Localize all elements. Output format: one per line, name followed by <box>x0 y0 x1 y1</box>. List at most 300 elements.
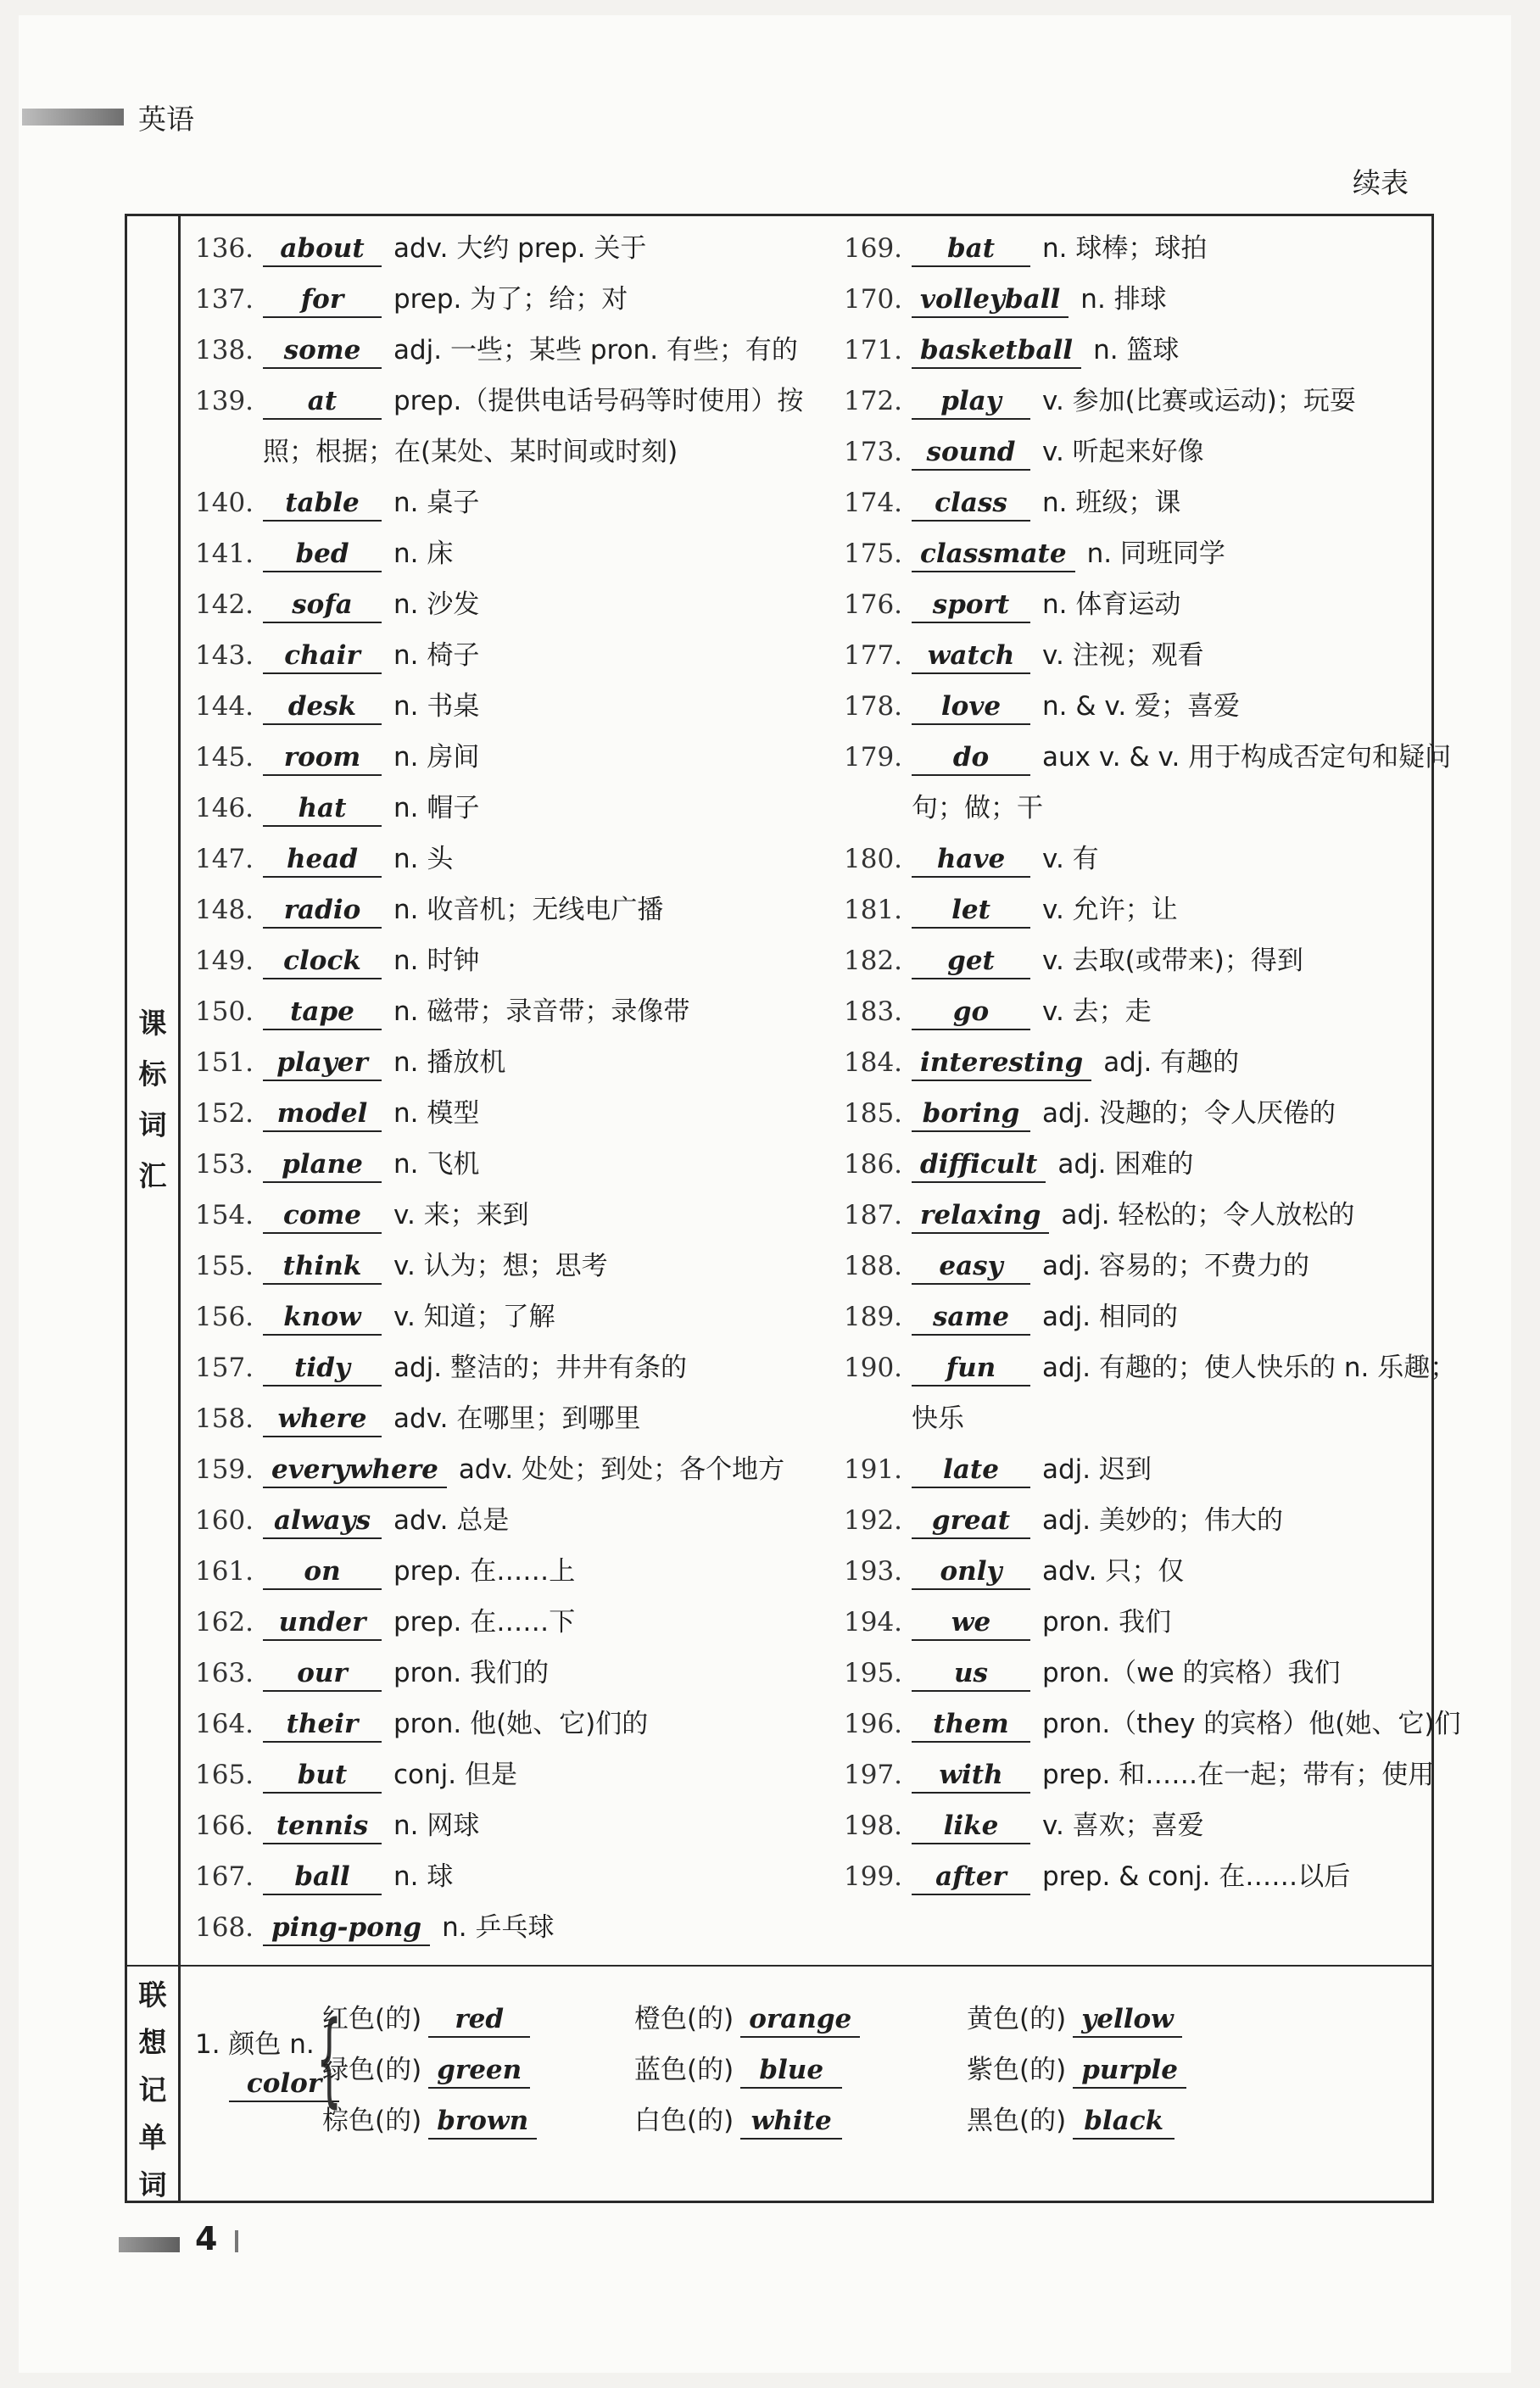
answer-blank: them <box>912 1707 1030 1743</box>
answer-blank: watch <box>912 639 1030 674</box>
entry-number: 162. <box>195 1607 254 1638</box>
color-label: 橙色(的) <box>634 2004 734 2034</box>
answer-blank: radio <box>263 893 382 929</box>
vocab-entry <box>844 223 1429 274</box>
answer-blank: do <box>912 740 1030 776</box>
entry-number: 170. <box>844 284 903 315</box>
color-answer: brown <box>428 2104 537 2140</box>
answer-blank: know <box>263 1300 382 1336</box>
definition: n. 班级；课 <box>1042 488 1181 518</box>
vocab-entry <box>844 1037 1429 1088</box>
color-label: 绿色(的) <box>322 2055 422 2085</box>
answer-blank: we <box>912 1605 1030 1641</box>
definition: prep. 为了；给；对 <box>393 284 628 315</box>
definition: adj. 相同的 <box>1042 1302 1178 1332</box>
assoc-heading-answer: color <box>229 2067 339 2102</box>
association-block <box>195 1972 1416 2192</box>
color-answer: red <box>428 2002 530 2038</box>
definition: v. 有 <box>1042 844 1099 874</box>
entry-number: 147. <box>195 844 254 874</box>
definition: n. 头 <box>393 844 454 874</box>
vocab-entry <box>195 630 823 681</box>
definition: adv. 只；仅 <box>1042 1556 1185 1587</box>
definition: n. 飞机 <box>393 1149 480 1180</box>
vocab-entry <box>195 1851 823 1902</box>
entry-number: 141. <box>195 538 254 569</box>
entry-number: 140. <box>195 488 254 518</box>
label-char: 词 <box>138 1108 167 1141</box>
vocab-entry <box>844 1495 1429 1546</box>
definition: n. 床 <box>393 538 454 569</box>
vocab-entry <box>195 783 823 834</box>
definition: n. 收音机；无线电广播 <box>393 895 664 925</box>
entry-number: 193. <box>844 1556 903 1587</box>
definition-continuation: 句；做；干 <box>912 793 1043 823</box>
footer-bar <box>119 2237 180 2252</box>
answer-blank: ball <box>263 1860 382 1895</box>
answer-blank: on <box>263 1554 382 1590</box>
entry-number: 198. <box>844 1811 903 1841</box>
vocab-entry <box>195 1241 823 1292</box>
vocab-entry <box>844 1088 1429 1139</box>
label-divider <box>127 1965 178 1967</box>
color-item <box>322 2048 542 2089</box>
entry-number: 157. <box>195 1353 254 1383</box>
definition: pron. 我们的 <box>393 1658 550 1688</box>
answer-blank: with <box>912 1758 1030 1794</box>
answer-blank: plane <box>263 1147 382 1183</box>
label-char: 标 <box>138 1057 167 1091</box>
definition: v. 参加(比赛或运动)；玩耍 <box>1042 386 1356 416</box>
vocab-entry <box>844 630 1429 681</box>
definition: aux v. & v. 用于构成否定句和疑问 <box>1042 742 1452 773</box>
label-char: 汇 <box>138 1159 167 1192</box>
vocab-entry <box>195 1342 823 1393</box>
vocab-entry <box>195 1139 823 1190</box>
definition: adv. 在哪里；到哪里 <box>393 1403 641 1434</box>
definition-continuation: 快乐 <box>912 1403 964 1434</box>
definition: v. 去取(或带来)；得到 <box>1042 946 1303 976</box>
answer-blank: go <box>912 995 1030 1030</box>
answer-blank: about <box>263 232 382 267</box>
color-answer: white <box>740 2104 842 2140</box>
vocab-entry <box>844 935 1429 986</box>
answer-blank: tidy <box>263 1351 382 1386</box>
definition: adj. 没趣的；令人厌倦的 <box>1042 1098 1336 1129</box>
answer-blank: interesting <box>912 1046 1091 1081</box>
answer-blank: like <box>912 1809 1030 1844</box>
subject-title: 英语 <box>138 103 194 136</box>
vocab-entry <box>195 935 823 986</box>
definition: n. 桌子 <box>393 488 480 518</box>
answer-blank: our <box>263 1656 382 1692</box>
definition: v. 喜欢；喜爱 <box>1042 1811 1204 1841</box>
definition: adv. 总是 <box>393 1505 510 1536</box>
label-char: 记 <box>138 2073 167 2106</box>
definition: v. 去；走 <box>1042 996 1152 1027</box>
vocab-entry <box>844 1139 1429 1190</box>
entry-number: 149. <box>195 946 254 976</box>
entry-number: 182. <box>844 946 903 976</box>
entry-number: 184. <box>844 1047 903 1078</box>
vocab-entry <box>195 884 823 935</box>
entry-number: 142. <box>195 589 254 620</box>
definition: n. 房间 <box>393 742 480 773</box>
definition: pron. 我们 <box>1042 1607 1172 1638</box>
definition: n. 沙发 <box>393 589 480 620</box>
color-label: 白色(的) <box>634 2106 734 2136</box>
vocab-entry <box>844 1444 1429 1495</box>
definition: n. 播放机 <box>393 1047 506 1078</box>
color-answer: orange <box>740 2002 860 2038</box>
entry-number: 171. <box>844 335 903 365</box>
vocab-entry <box>844 376 1429 427</box>
answer-blank: chair <box>263 639 382 674</box>
definition: adj. 轻松的；令人放松的 <box>1061 1200 1355 1230</box>
vocab-entry <box>195 834 823 884</box>
answer-blank: have <box>912 842 1030 878</box>
vocab-entry <box>844 1597 1429 1648</box>
answer-blank: desk <box>263 689 382 725</box>
entry-number: 156. <box>195 1302 254 1332</box>
entry-number: 152. <box>195 1098 254 1129</box>
answer-blank: relaxing <box>912 1198 1049 1234</box>
vocab-section-label <box>127 998 178 1202</box>
definition: v. 认为；想；思考 <box>393 1251 608 1281</box>
color-item <box>322 2099 549 2140</box>
entry-number: 190. <box>844 1353 903 1383</box>
vocab-entry <box>195 1444 823 1495</box>
color-answer: purple <box>1073 2053 1186 2089</box>
color-item <box>967 2048 1198 2089</box>
label-char: 课 <box>138 1007 167 1040</box>
answer-blank: love <box>912 689 1030 725</box>
answer-blank: clock <box>263 944 382 979</box>
answer-blank: only <box>912 1554 1030 1590</box>
definition: n. 时钟 <box>393 946 480 976</box>
header-bar <box>22 109 124 126</box>
answer-blank: their <box>263 1707 382 1743</box>
entry-number: 165. <box>195 1760 254 1790</box>
color-item <box>322 1997 542 2038</box>
entry-number: 179. <box>844 742 903 773</box>
vocab-entry <box>844 1292 1429 1342</box>
answer-blank: basketball <box>912 333 1081 369</box>
entry-number: 199. <box>844 1861 903 1892</box>
entry-number: 174. <box>844 488 903 518</box>
definition: n. 书桌 <box>393 691 480 722</box>
entry-number: 168. <box>195 1912 254 1943</box>
answer-blank: class <box>912 486 1030 522</box>
answer-blank: bed <box>263 537 382 572</box>
color-label: 红色(的) <box>322 2004 422 2034</box>
vocab-entry <box>844 477 1429 528</box>
definition: prep. 在……下 <box>393 1607 576 1638</box>
assoc-heading: 1. 颜色 n. <box>195 2029 315 2060</box>
entry-number: 169. <box>844 233 903 264</box>
entry-number: 166. <box>195 1811 254 1841</box>
definition: prep.（提供电话号码等时使用）按 <box>393 386 804 416</box>
vocab-entry <box>844 528 1429 579</box>
entry-number: 164. <box>195 1709 254 1739</box>
definition: adv. 处处；到处；各个地方 <box>458 1454 785 1485</box>
entry-number: 138. <box>195 335 254 365</box>
vocab-entry <box>195 1393 823 1444</box>
definition: n. 同班同学 <box>1086 538 1225 569</box>
definition: n. 排球 <box>1080 284 1167 315</box>
brace-icon: { <box>315 2000 343 2118</box>
answer-blank: bat <box>912 232 1030 267</box>
color-item <box>634 1997 872 2038</box>
definition: n. 模型 <box>393 1098 480 1129</box>
answer-blank: table <box>263 486 382 522</box>
label-char: 想 <box>138 2026 167 2059</box>
vocab-entry <box>195 1749 823 1800</box>
definition: adj. 有趣的；使人快乐的 n. 乐趣； <box>1042 1353 1457 1383</box>
entry-number: 144. <box>195 691 254 722</box>
entry-number: 150. <box>195 996 254 1027</box>
answer-blank: hat <box>263 791 382 827</box>
assoc-section-label <box>127 1972 178 2209</box>
label-char: 词 <box>138 2168 167 2201</box>
vocab-entry <box>844 1699 1461 1749</box>
vocab-entry <box>195 1902 823 1953</box>
definition: pron.（they 的宾格）他(她、它)们 <box>1042 1709 1461 1739</box>
entry-number: 137. <box>195 284 254 315</box>
definition: n. 体育运动 <box>1042 589 1181 620</box>
answer-blank: player <box>263 1046 382 1081</box>
entry-number: 151. <box>195 1047 254 1078</box>
color-answer: black <box>1073 2104 1175 2140</box>
vocab-entry <box>195 681 823 732</box>
answer-blank: head <box>263 842 382 878</box>
entry-number: 186. <box>844 1149 903 1180</box>
label-char: 单 <box>138 2121 167 2154</box>
column-divider <box>178 216 181 2201</box>
definition: adj. 迟到 <box>1042 1454 1152 1485</box>
entry-number: 188. <box>844 1251 903 1281</box>
answer-blank: sound <box>912 435 1030 471</box>
definition: n. & v. 爱；喜爱 <box>1042 691 1241 722</box>
color-item <box>967 1997 1194 2038</box>
entry-number: 194. <box>844 1607 903 1638</box>
answer-blank: boring <box>912 1096 1030 1132</box>
definition: pron.（we 的宾格）我们 <box>1042 1658 1341 1688</box>
answer-blank: under <box>263 1605 382 1641</box>
entry-number: 148. <box>195 895 254 925</box>
color-label: 棕色(的) <box>322 2106 422 2136</box>
answer-blank: get <box>912 944 1030 979</box>
vocab-entry <box>844 427 1429 477</box>
definition: n. 球棒；球拍 <box>1042 233 1208 264</box>
vocab-entry <box>195 579 823 630</box>
entry-number: 139. <box>195 386 254 416</box>
color-answer: yellow <box>1073 2002 1182 2038</box>
color-item <box>634 2099 854 2140</box>
vocab-entry <box>844 1546 1429 1597</box>
vocab-entry <box>195 1190 823 1241</box>
color-label: 黑色(的) <box>967 2106 1067 2136</box>
entry-number: 159. <box>195 1454 254 1485</box>
vocab-entry <box>195 1495 823 1546</box>
entry-number: 181. <box>844 895 903 925</box>
answer-blank: great <box>912 1504 1030 1539</box>
answer-blank: come <box>263 1198 382 1234</box>
definition: adj. 美妙的；伟大的 <box>1042 1505 1283 1536</box>
entry-number: 136. <box>195 233 254 264</box>
definition-continuation: 照；根据；在(某处、某时间或时刻) <box>263 437 678 467</box>
label-char: 联 <box>138 1978 167 2011</box>
vocab-entry <box>195 376 823 427</box>
vocab-entry <box>195 1648 823 1699</box>
footer-tick <box>235 2230 238 2252</box>
entry-number: 155. <box>195 1251 254 1281</box>
vocab-entry <box>844 681 1429 732</box>
entry-number: 175. <box>844 538 903 569</box>
entry-number: 191. <box>844 1454 903 1485</box>
vocab-entry <box>844 1851 1429 1902</box>
answer-blank: where <box>263 1402 382 1437</box>
entry-number: 163. <box>195 1658 254 1688</box>
entry-number: 143. <box>195 640 254 671</box>
vocab-entry <box>195 1699 823 1749</box>
entry-number: 173. <box>844 437 903 467</box>
vocab-table <box>125 214 1461 2203</box>
entry-number: 196. <box>844 1709 903 1739</box>
definition: adj. 一些；某些 pron. 有些；有的 <box>393 335 798 365</box>
entry-number: 187. <box>844 1200 903 1230</box>
definition: v. 听起来好像 <box>1042 437 1204 467</box>
answer-blank: model <box>263 1096 382 1132</box>
answer-blank: volleyball <box>912 282 1069 318</box>
vocab-entry <box>195 1800 823 1851</box>
definition: v. 注视；观看 <box>1042 640 1204 671</box>
vocab-entry <box>844 1342 1457 1393</box>
definition: prep. 在……上 <box>393 1556 576 1587</box>
vocab-entry <box>844 732 1452 783</box>
entry-number: 154. <box>195 1200 254 1230</box>
answer-blank: sport <box>912 588 1030 623</box>
entry-number: 146. <box>195 793 254 823</box>
definition: n. 网球 <box>393 1811 480 1841</box>
entry-number: 176. <box>844 589 903 620</box>
answer-blank: difficult <box>912 1147 1046 1183</box>
vocab-entry <box>195 477 823 528</box>
definition: v. 来；来到 <box>393 1200 529 1230</box>
entry-number: 180. <box>844 844 903 874</box>
definition: n. 球 <box>393 1861 454 1892</box>
definition: v. 知道；了解 <box>393 1302 555 1332</box>
answer-blank: classmate <box>912 537 1075 572</box>
vocab-entry <box>844 579 1429 630</box>
answer-blank: everywhere <box>263 1453 447 1488</box>
vocab-entry <box>195 732 823 783</box>
page-number: 4 <box>195 2220 218 2257</box>
definition: adj. 容易的；不费力的 <box>1042 1251 1309 1281</box>
entry-number: 195. <box>844 1658 903 1688</box>
color-item <box>634 2048 854 2089</box>
entry-number: 153. <box>195 1149 254 1180</box>
definition: n. 篮球 <box>1093 335 1180 365</box>
answer-blank: room <box>263 740 382 776</box>
vocab-entry <box>195 528 823 579</box>
vocab-entry <box>195 1037 823 1088</box>
definition: adj. 困难的 <box>1057 1149 1194 1180</box>
vocab-entry <box>195 1088 823 1139</box>
vocab-entry <box>195 986 823 1037</box>
section-divider <box>178 1965 1431 1967</box>
answer-blank: always <box>263 1504 382 1539</box>
definition: prep. 和……在一起；带有；使用 <box>1042 1760 1435 1790</box>
definition: n. 椅子 <box>393 640 480 671</box>
vocab-entry <box>195 1597 823 1648</box>
vocab-entry <box>844 1241 1429 1292</box>
entry-number: 178. <box>844 691 903 722</box>
answer-blank: tennis <box>263 1809 382 1844</box>
answer-blank: after <box>912 1860 1030 1895</box>
color-label: 黄色(的) <box>967 2004 1067 2034</box>
right-word-list <box>844 223 1461 1902</box>
entry-number: 192. <box>844 1505 903 1536</box>
vocab-entry <box>195 274 823 325</box>
entry-number: 189. <box>844 1302 903 1332</box>
vocab-entry <box>195 223 823 274</box>
vocab-entry <box>195 1546 823 1597</box>
entry-number: 183. <box>844 996 903 1027</box>
vocab-entry <box>844 834 1429 884</box>
definition: n. 帽子 <box>393 793 480 823</box>
vocab-entry <box>844 1190 1429 1241</box>
entry-number: 185. <box>844 1098 903 1129</box>
entry-number: 197. <box>844 1760 903 1790</box>
answer-blank: but <box>263 1758 382 1794</box>
definition: pron. 他(她、它)们的 <box>393 1709 649 1739</box>
definition: conj. 但是 <box>393 1760 517 1790</box>
entry-number: 160. <box>195 1505 254 1536</box>
answer-blank: us <box>912 1656 1030 1692</box>
answer-blank: think <box>263 1249 382 1285</box>
left-word-list <box>195 223 823 1953</box>
answer-blank: tape <box>263 995 382 1030</box>
color-answer: blue <box>740 2053 842 2089</box>
vocab-entry <box>844 1800 1429 1851</box>
definition: adj. 有趣的 <box>1103 1047 1240 1078</box>
continued-label: 续表 <box>1353 166 1409 199</box>
definition: v. 允许；让 <box>1042 895 1178 925</box>
vocab-entry <box>844 1648 1429 1699</box>
entry-number: 172. <box>844 386 903 416</box>
answer-blank: let <box>912 893 1030 929</box>
vocab-entry <box>195 325 823 376</box>
answer-blank: for <box>263 282 382 318</box>
entry-number: 167. <box>195 1861 254 1892</box>
vocab-entry <box>844 986 1429 1037</box>
answer-blank: late <box>912 1453 1030 1488</box>
definition: n. 磁带；录音带；录像带 <box>393 996 690 1027</box>
entry-number: 145. <box>195 742 254 773</box>
entry-number: 158. <box>195 1403 254 1434</box>
vocab-entry <box>844 325 1429 376</box>
vocab-entry <box>844 884 1429 935</box>
definition: n. 乒乓球 <box>442 1912 555 1943</box>
vocab-entry <box>844 274 1429 325</box>
color-answer: green <box>428 2053 530 2089</box>
answer-blank: ping-pong <box>263 1911 430 1946</box>
definition: adj. 整洁的；井井有条的 <box>393 1353 687 1383</box>
definition: adv. 大约 prep. 关于 <box>393 233 647 264</box>
vocab-entry <box>195 1292 823 1342</box>
answer-blank: fun <box>912 1351 1030 1386</box>
